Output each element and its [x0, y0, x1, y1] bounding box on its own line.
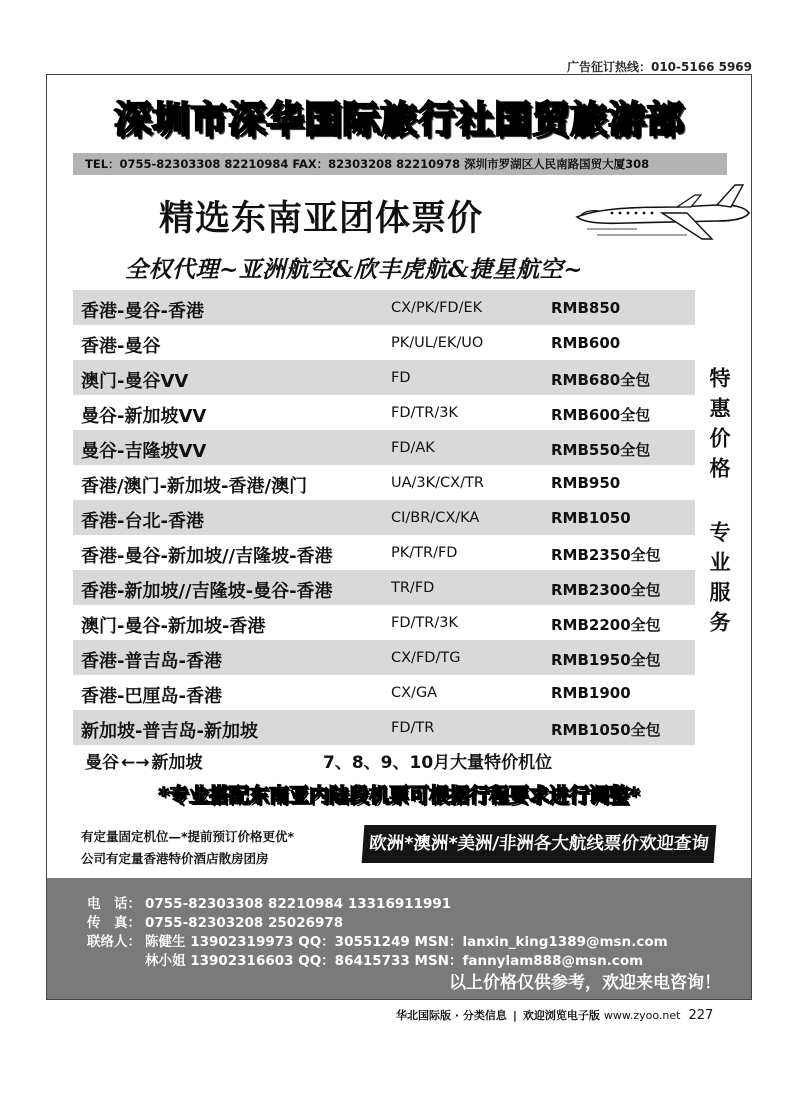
fare-price: RMB1050 [551, 509, 631, 527]
fare-airlines: TR/FD [391, 580, 435, 596]
promo-line [85, 748, 553, 773]
fare-row [73, 465, 695, 500]
phone-label: 电 话： [87, 896, 141, 912]
fare-price: RMB600 [551, 334, 621, 352]
fare-route: 香港-台北-香港 [81, 511, 204, 532]
publication-name: 华北国际版 · 分类信息 [396, 1009, 507, 1022]
fare-row [73, 640, 695, 675]
phone-line [87, 892, 451, 912]
fare-airlines: FD [391, 370, 411, 386]
price-disclaimer: 以上价格仅供参考，欢迎来电咨询！ [449, 973, 721, 993]
fare-price: RMB2300全包 [551, 581, 661, 599]
promo-to: 新加坡 [151, 753, 203, 773]
fare-airlines: CX/FD/TG [391, 650, 461, 666]
fare-row [73, 325, 695, 360]
fare-airlines: FD/TR/3K [391, 615, 458, 631]
promo-from: 曼谷 [85, 753, 119, 773]
fare-route: 曼谷-新加坡VV [81, 406, 207, 427]
fax-label: 传 真： [87, 915, 141, 931]
fare-price: RMB850 [551, 299, 621, 317]
fare-row [73, 360, 695, 395]
contact-line-1 [87, 930, 668, 950]
fare-route: 香港/澳门-新加坡-香港/澳门 [81, 476, 308, 497]
fare-airlines: FD/TR/3K [391, 405, 458, 421]
fare-table [73, 290, 695, 745]
fare-price: RMB1950全包 [551, 651, 661, 669]
fare-price: RMB600全包 [551, 406, 651, 424]
fare-row [73, 570, 695, 605]
fare-route: 香港-普吉岛-香港 [81, 651, 222, 672]
side-text-special-price: 特惠价格 [707, 367, 732, 487]
fare-row [73, 395, 695, 430]
contact-line-2 [87, 949, 643, 969]
fare-price: RMB2350全包 [551, 546, 661, 564]
fare-row [73, 535, 695, 570]
fare-route: 香港-曼谷 [81, 336, 161, 357]
contact-person-2: 林小姐 13902316603 QQ：86415733 MSN：fannylam888@msn.com [145, 953, 644, 969]
phone-numbers: 0755-82303308 82210984 13316911991 [145, 896, 452, 912]
agency-representation: 全权代理~亚洲航空&欣丰虎航&捷星航空~ [125, 256, 584, 283]
contact-person-1: 陈健生 13902319973 QQ：30551249 MSN：lanxin_king1389@msn.com [145, 934, 668, 950]
fare-airlines: PK/TR/FD [391, 545, 458, 561]
fare-price: RMB1050全包 [551, 721, 661, 739]
website-url: www.zyoo.net [603, 1009, 681, 1022]
ad-hotline: 广告征订热线：010-5166 5969 [566, 60, 752, 74]
fare-row [73, 500, 695, 535]
fare-row [73, 605, 695, 640]
fax-numbers: 0755-82303208 25026978 [145, 915, 344, 931]
fare-airlines: CX/GA [391, 685, 438, 701]
section-title: 精选东南亚团体票价 [159, 199, 484, 239]
fare-price: RMB550全包 [551, 441, 651, 459]
fare-route: 澳门-曼谷VV [81, 371, 189, 392]
fare-price: RMB1900 [551, 684, 631, 702]
fare-airlines: PK/UL/EK/UO [391, 335, 484, 351]
fare-airlines: UA/3K/CX/TR [391, 475, 484, 491]
fare-route: 曼谷-吉隆坡VV [81, 441, 207, 462]
fare-airlines: FD/TR [391, 720, 435, 736]
airplane-icon [567, 183, 752, 245]
promo-text: 7、8、9、10月大量特价机位 [323, 753, 553, 773]
fare-route: 香港-巴厘岛-香港 [81, 686, 222, 707]
hotel-note: 公司有定量香港特价酒店散房团房 [81, 851, 269, 866]
agency-name: 深圳市深华国际旅行社国贸旅游部 [114, 98, 684, 141]
contact-label: 联络人： [87, 934, 141, 950]
fare-price: RMB950 [551, 474, 621, 492]
page-number: 227 [688, 1008, 714, 1023]
destinations-banner: 欧洲*澳洲*美洲/非洲各大航线票价欢迎查询 [362, 825, 717, 863]
fare-route: 香港-曼谷-新加坡//吉隆坡-香港 [81, 546, 333, 567]
fare-route: 澳门-曼谷-新加坡-香港 [81, 616, 266, 637]
fare-route: 香港-新加坡//吉隆坡-曼谷-香港 [81, 581, 333, 602]
ad-frame [46, 74, 752, 1000]
fax-line [87, 911, 343, 931]
fixed-seats-note: 有定量固定机位—*提前预订价格更优* [81, 829, 295, 844]
contact-bar: TEL：0755-82303308 82210984 FAX：82303208 82210978 深圳市罗湖区人民南路国贸大厦308 [73, 153, 727, 175]
browse-text: 欢迎浏览电子版 [522, 1009, 600, 1022]
fare-route: 香港-曼谷-香港 [81, 301, 204, 322]
contact-footer [47, 878, 751, 999]
fare-price: RMB680全包 [551, 371, 651, 389]
fare-airlines: CX/PK/FD/EK [391, 300, 483, 316]
fare-row [73, 430, 695, 465]
footer-separator: | [512, 1009, 517, 1022]
double-arrow-icon: ←→ [121, 753, 150, 773]
fare-row [73, 710, 695, 745]
fare-route: 新加坡-普吉岛-新加坡 [81, 721, 258, 742]
page-footer [396, 1007, 713, 1023]
side-text-professional-service: 专业服务 [707, 521, 732, 641]
fare-price: RMB2200全包 [551, 616, 661, 634]
itinerary-note: *专业搭配东南亚内陆段机票可根据行程要求进行调整* [158, 783, 640, 807]
fare-row [73, 675, 695, 710]
fare-airlines: CI/BR/CX/KA [391, 510, 480, 526]
fare-airlines: FD/AK [391, 440, 435, 456]
fare-row [73, 290, 695, 325]
